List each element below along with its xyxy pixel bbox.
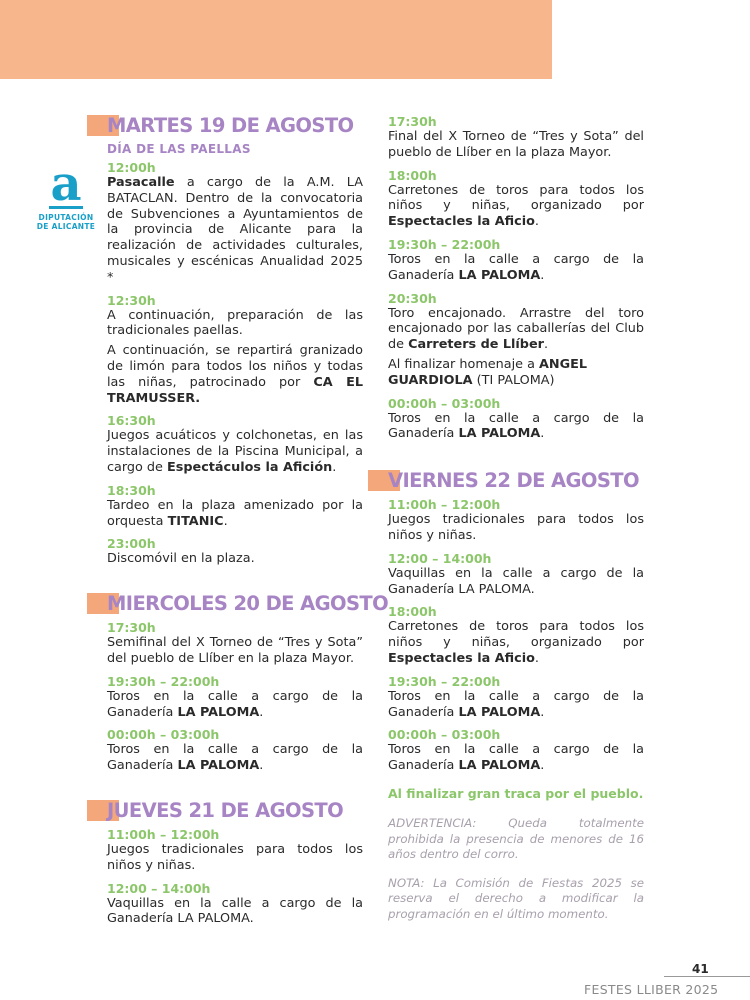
event-time: 19:30h – 22:00h: [388, 236, 501, 252]
event-time: 17:30h: [388, 114, 437, 129]
event-description: Vaquillas en la calle a cargo de la Ganadería LA PALOMA.: [107, 895, 363, 927]
event-description: Toros en la calle a cargo de la Ganadería LA PALOMA.: [107, 742, 363, 774]
event-item: [107, 536, 363, 567]
event-time: 18:00h: [388, 167, 437, 183]
event-item: [388, 497, 644, 544]
event-time: 19:30h – 22:00h: [107, 673, 220, 689]
event-time: 11:00h – 12:00h: [388, 497, 501, 513]
event-description: Juegos tradicionales para todos los niños y niñas.: [107, 841, 363, 873]
logo-text-line1: DIPUTACIÓN: [38, 213, 94, 222]
event-item: [388, 727, 644, 774]
event-item: [107, 160, 363, 286]
event-time: 12:00h: [107, 160, 156, 175]
day-title: MIERCOLES 20 DE AGOSTO: [107, 592, 389, 616]
day-title: JUEVES 21 DE AGOSTO: [107, 798, 344, 822]
event-item: [388, 168, 644, 230]
diputacion-logo: [34, 156, 98, 231]
event-description: Pasacalle a cargo de la A.M. LA BATACLAN. Dentro de la convocatoria de Subvenciones a Ayuntamientos de la provincia de Alicante para la realización de actividades culturales, musicales y escénicas Anualidad 2025 *: [107, 175, 363, 285]
event-item: [107, 727, 363, 774]
event-item: [107, 413, 363, 475]
event-description: Toros en la calle a cargo de la Ganadería LA PALOMA.: [107, 688, 363, 720]
event-description: Semifinal del X Torneo de “Tres y Sota” del pueblo de Llíber en la plaza Mayor.: [107, 635, 363, 666]
event-item: [107, 881, 363, 928]
day-heading-viernes: [388, 467, 644, 495]
event-time: 00:00h – 03:00h: [107, 727, 220, 743]
day-title: MARTES 19 DE AGOSTO: [107, 114, 354, 137]
event-description: Vaquillas en la calle a cargo de la Ganadería LA PALOMA.: [388, 565, 644, 597]
right-column: [388, 114, 644, 935]
event-item: [388, 551, 644, 598]
footer-divider: [664, 976, 750, 977]
event-description: A continuación, preparación de las tradicionales paellas.: [107, 307, 363, 339]
event-description-extra: Al finalizar homenaje a ANGEL GUARDIOLA (TI PALOMA): [388, 356, 588, 388]
event-description: Toro encajonado. Arrastre del toro encajonado por las caballerías del Club de Carreters de Llíber.: [388, 305, 644, 353]
day-heading-martes: [107, 112, 363, 140]
event-time: 11:00h – 12:00h: [107, 826, 220, 842]
event-time: 00:00h – 03:00h: [388, 727, 501, 743]
left-column: [107, 112, 389, 934]
event-description: Carretones de toros para todos los niños y niñas, organizado por Espectacles la Aficio.: [388, 619, 644, 666]
event-description: Toros en la calle a cargo de la Ganadería LA PALOMA.: [388, 410, 644, 442]
day-heading-miercoles: [107, 590, 389, 618]
event-item: [388, 237, 644, 284]
logo-text-line2: DE ALICANTE: [36, 222, 96, 231]
publication-name: FESTES LLIBER 2025: [584, 982, 719, 997]
event-time: 20:30h: [388, 290, 437, 306]
day-title: VIERNES 22 DE AGOSTO: [388, 469, 639, 493]
event-item: [388, 674, 644, 721]
disclaimer-note: NOTA: La Comisión de Fiestas 2025 se reserva el derecho a modificar la programación en el último momento.: [388, 875, 644, 921]
event-description: Toros en la calle a cargo de la Ganadería LA PALOMA.: [388, 688, 644, 720]
event-item: [388, 604, 644, 666]
event-description: Juegos acuáticos y colchonetas, en las instalaciones de la Piscina Municipal, a cargo de Espectáculos la Afición.: [107, 428, 363, 475]
event-time: 12:00 – 14:00h: [107, 880, 211, 896]
event-description-extra: A continuación, se repartirá granizado de limón para todos los niños y todas las niñas, patrocinado por CA EL TRAMUSSER.: [107, 343, 363, 406]
event-time: 17:30h: [107, 620, 156, 636]
event-time: 00:00h – 03:00h: [388, 395, 501, 411]
event-item: [107, 293, 363, 407]
event-description: Toros en la calle a cargo de la Ganadería LA PALOMA.: [388, 251, 644, 283]
event-item: [388, 114, 644, 161]
event-description: Juegos tradicionales para todos los niños y niñas.: [388, 512, 644, 543]
event-time: 23:00h: [107, 536, 156, 552]
top-color-band: [0, 0, 552, 79]
day-subtitle: DÍA DE LAS PAELLAS: [107, 142, 251, 156]
finale-announcement: Al finalizar gran traca por el pueblo.: [388, 785, 644, 801]
event-item: [107, 827, 363, 874]
event-time: 12:00 – 14:00h: [388, 550, 492, 566]
event-time: 18:30h: [107, 482, 156, 498]
event-time: 16:30h: [107, 413, 156, 429]
event-time: 18:00h: [388, 604, 437, 620]
warning-note: ADVERTENCIA: Queda totalmente prohibida la presencia de menores de 16 años dentro del corro.: [388, 815, 644, 862]
event-item: [107, 483, 363, 530]
event-time: 12:30h: [107, 292, 156, 308]
event-time: 19:30h – 22:00h: [388, 673, 501, 689]
event-item: [388, 396, 644, 443]
event-item: [388, 291, 644, 389]
day-heading-jueves: [107, 797, 363, 825]
page-number: 41: [692, 962, 709, 976]
event-item: [107, 620, 363, 667]
event-item: [107, 674, 363, 721]
event-description: Final del X Torneo de “Tres y Sota” del pueblo de Llíber en la plaza Mayor.: [388, 129, 644, 160]
event-description: Toros en la calle a cargo de la Ganadería LA PALOMA.: [388, 742, 644, 774]
event-description: Discomóvil en la plaza.: [107, 551, 255, 567]
logo-mark: a: [50, 156, 82, 212]
event-description: Tardeo en la plaza amenizado por la orquesta TITANIC.: [107, 497, 363, 529]
event-description: Carretones de toros para todos los niños y niñas, organizado por Espectacles la Aficio.: [388, 182, 644, 230]
